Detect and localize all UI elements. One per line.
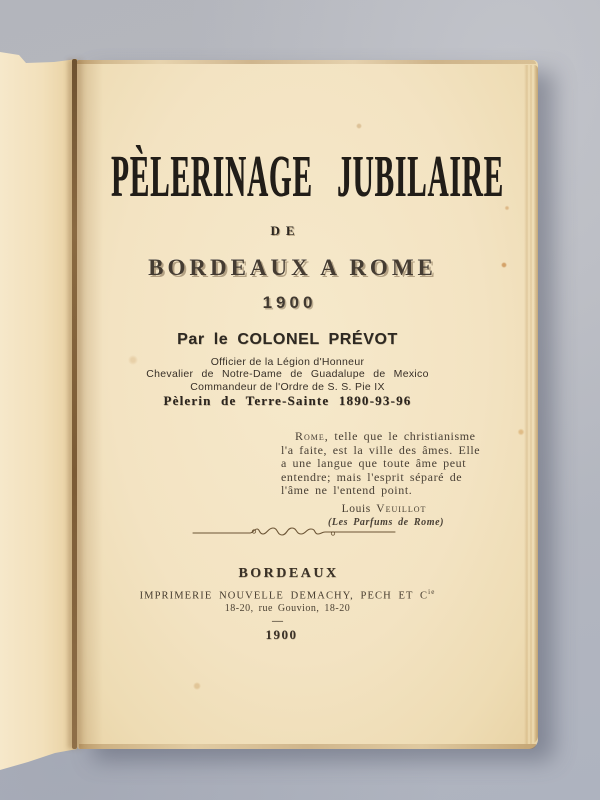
author-byline: Par le COLONEL PRÉVOT: [177, 331, 398, 348]
subtitle: BORDEAUX A ROME: [148, 255, 437, 280]
imprint-city: BORDEAUX: [238, 566, 339, 581]
author-credentials: [57, 356, 518, 393]
edition-year: 1900: [262, 293, 317, 312]
epigraph-attribution: [281, 503, 533, 517]
epigraph-line: a une langue que toute âme peut: [281, 456, 467, 470]
pilgrim-line: Pèlerin de Terre-Sainte 1890-93-96: [163, 393, 412, 408]
ornament-divider: [63, 525, 524, 544]
imprint-printer: [57, 588, 518, 602]
imprint-separator-dash: —: [272, 615, 283, 627]
credential-line: Officier de la Légion d'Honneur: [210, 356, 365, 368]
imprint-printer-superscript: ie: [428, 588, 436, 596]
epigraph-line-rest: telle que le christianisme: [328, 429, 476, 443]
page-edge-bottom: [79, 744, 536, 749]
epigraph-first-word: Rome,: [295, 429, 329, 443]
epigraph-quote: [281, 430, 533, 530]
attribution-firstname: Louis: [341, 502, 377, 515]
page-edge-top: [77, 60, 536, 64]
credential-line: Chevalier de Notre-Dame de Guadalupe de Mexico: [146, 368, 429, 381]
epigraph-line: [281, 430, 533, 444]
main-title: PÈLERINAGE JUBILAIRE: [111, 144, 504, 211]
epigraph-line: l'a faite, est la ville des âmes. Elle: [281, 442, 481, 457]
attribution-surname: Veuillot: [376, 502, 427, 515]
epigraph-line: entendre; mais l'esprit séparé de: [281, 469, 463, 484]
book-gutter: [72, 59, 77, 749]
title-page: [77, 60, 538, 749]
credential-line: Commandeur de l'Ordre de S. S. Pie IX: [190, 380, 385, 393]
epigraph-line: l'âme ne l'entend point.: [281, 483, 413, 497]
imprint-address: 18-20, rue Gouvion, 18-20: [224, 603, 351, 614]
title-connector: DE: [270, 223, 301, 238]
imprint-year: 1900: [265, 627, 298, 642]
ornament-squiggle-icon: [192, 525, 396, 539]
book-front-cover: [0, 50, 77, 772]
epigraph-source: (Les Parfums de Rome): [327, 517, 445, 528]
imprint-printer-text: IMPRIMERIE NOUVELLE DEMACHY, PECH ET C: [139, 590, 429, 602]
